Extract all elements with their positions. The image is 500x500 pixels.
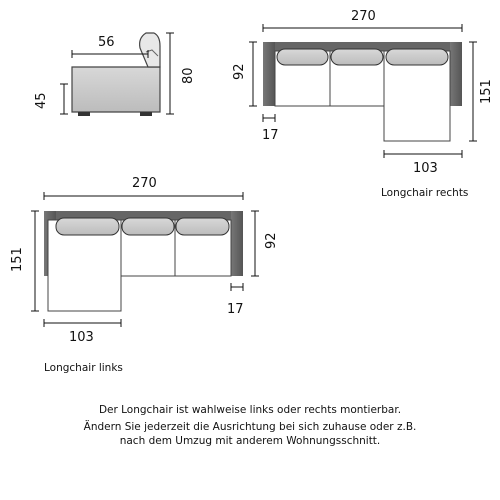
right-chaise-width-label: 103 [413,161,438,176]
right-width-label: 270 [351,9,376,24]
note-line-1: Der Longchair ist wahlweise links oder rechts montierbar. [98,404,402,416]
side-seat-height-label: 45 [34,92,49,109]
note-line-3: nach dem Umzug mit anderem Wohnungsschnitt. [119,435,381,447]
left-chaise-width-label: 103 [69,330,94,345]
side-height-label: 80 [181,67,196,84]
left-chaise-depth-label: 151 [10,247,25,272]
right-chaise-depth-label: 151 [479,79,494,104]
side-depth-label: 56 [98,35,115,50]
right-caption: Longchair rechts [381,187,469,199]
left-chaise-view [10,176,279,374]
left-depth-label: 92 [264,232,279,249]
right-depth-label: 92 [232,63,247,80]
left-caption: Longchair links [44,362,123,374]
note-line-2: Ändern Sie jederzeit die Ausrichtung bei sich zuhause oder z.B. [83,421,417,433]
right-chaise-view [232,9,494,199]
right-arm-label: 17 [262,128,279,143]
left-arm-label: 17 [227,302,244,317]
left-width-label: 270 [132,176,157,191]
side-view [34,33,196,116]
